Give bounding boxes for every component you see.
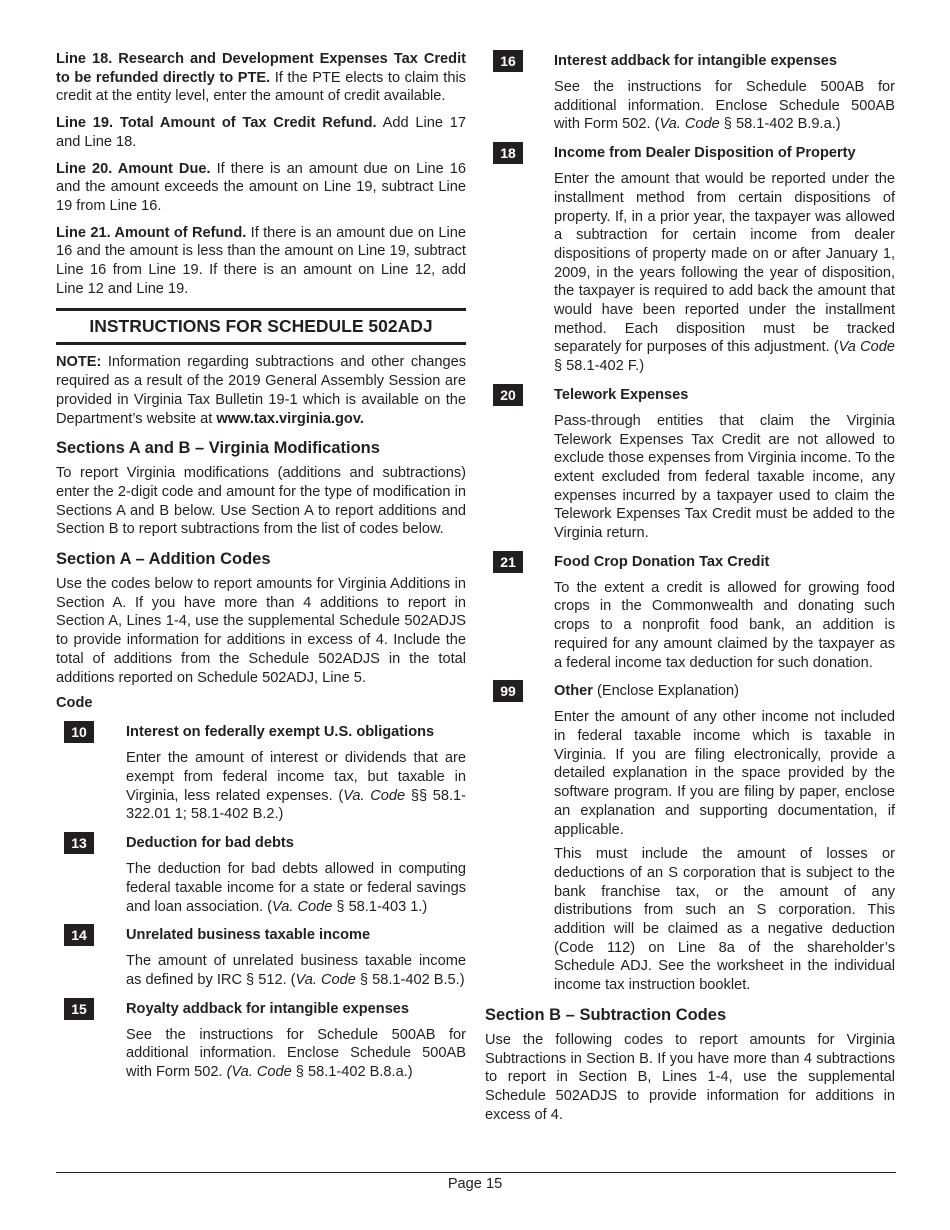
footer-rule — [56, 1172, 896, 1173]
code-description: To the extent a credit is allowed for growing food crops in the Commonwealth and donating such crops to a nonprofit food bank, an addition is required for any amount claimed by the taxpayer as a federal income tax deduction for such donation. — [554, 579, 895, 671]
code-title: Income from Dealer Disposition of Property — [554, 145, 856, 162]
code-item — [485, 384, 895, 543]
code-badge: 21 — [493, 551, 523, 573]
code-description: Enter the amount of interest or dividends that are exempt from federal income tax, but taxable in Virginia, less related expenses. (Va. Code §§ 58.1-322.01 1; 58.1-402 B.2.) — [126, 750, 467, 823]
code-item — [56, 721, 466, 824]
section-a-body: Use the codes below to report amounts for Virginia Additions in Section A. If you have more than 4 additions to report in Section A, Lines 1-4, use the supplemental Schedule 502ADJS to provide information for additions in excess of 4. Include the total of additions from the Schedule 502ADJS in the total additions reported on Schedule 502ADJ, Line 5. — [56, 576, 466, 686]
code-title: Food Crop Donation Tax Credit — [554, 553, 770, 570]
line18-paragraph: Line 18. Research and Development Expenses Tax Credit to be refunded directly to PTE. If the PTE elects to claim this credit at the entity level, enter the amount of credit available. — [56, 51, 466, 105]
code-title: Telework Expenses — [554, 386, 689, 403]
code-title: Other (Enclose Explanation) — [554, 683, 739, 700]
line21-paragraph: Line 21. Amount of Refund. If there is an amount due on Line 16 and the amount is less than the amount on Line 19, subtract Line 16 from Line 19. If there is an amount on Line 12, add Line 12 and Line 19. — [56, 224, 467, 297]
code-badge: 13 — [64, 832, 94, 854]
sections-ab-body: To report Virginia modifications (additions and subtractions) enter the 2-digit code and amount for the type of modification in Sections A and B below. Use Section A to report additions and Section B to report subtractions from the list of codes below. — [56, 465, 466, 538]
code-description: The deduction for bad debts allowed in computing federal taxable income for a state or federal savings and loan association. (Va. Code § 58.1-403 1.) — [126, 861, 466, 915]
code-badge: 18 — [493, 142, 523, 164]
code-badge: 99 — [493, 680, 523, 702]
code-badge: 16 — [493, 50, 523, 72]
code-title: Unrelated business taxable income — [126, 927, 371, 944]
schedule-title: INSTRUCTIONS FOR SCHEDULE 502ADJ — [56, 308, 466, 345]
section-a-heading: Section A – Addition Codes — [56, 550, 271, 569]
code-badge: 20 — [493, 384, 523, 406]
code-badge: 15 — [64, 998, 94, 1020]
code-description: The amount of unrelated business taxable income as defined by IRC § 512. (Va. Code § 58.1-402 B.5.) — [126, 953, 466, 988]
code-badge: 10 — [64, 721, 94, 743]
website-link[interactable]: www.tax.virginia.gov. — [216, 410, 364, 427]
code-item — [485, 50, 895, 134]
code-item — [485, 142, 895, 376]
code-item — [56, 924, 466, 989]
code-title: Interest addback for intangible expenses — [554, 53, 838, 69]
code-description: See the instructions for Schedule 500AB for additional information. Enclose Schedule 500AB with Form 502. (Va. Code § 58.1-402 B.9.a.) — [554, 79, 895, 133]
code-description: Enter the amount that would be reported under the installment method from certain dispositions of property. If, in a prior year, the taxpayer was allowed a subtraction for certain income from dealer dispositions of property made on or after January 1, 2009, in the years following the year of disposition, the taxpayer is required to add back the amount that would have been reported under the installment method. Each disposition must be tracked separately for purposes of this adjustment. (Va Code § 58.1-402 F.) — [554, 171, 895, 375]
code-title: Interest on federally exempt U.S. obligations — [126, 724, 435, 741]
code-description: This must include the amount of losses or deductions of an S corporation that is subject to the bank franchise tax, or the amount of any distributions from such an S corporation. This addition will be claimed as a negative deduction (Code 112) on Line 8a of the shareholder’s Schedule ADJ. See the worksheet in the individual income tax instruction booklet. — [554, 846, 895, 994]
code-description: Enter the amount of any other income not included in federal taxable income which is taxable in Virginia. If you are filing electronically, provide a detailed explanation in the space provided by the software program. If you are filing by paper, enclose an explanation and supporting documentation, if applicable. — [554, 709, 895, 838]
code-item — [56, 832, 466, 916]
code-description: See the instructions for Schedule 500AB for additional information. Enclose Schedule 500AB with Form 502. (Va. Code § 58.1-402 B.8.a.) — [126, 1026, 466, 1081]
code-title: Deduction for bad debts — [126, 835, 294, 852]
line20-paragraph: Line 20. Amount Due. If there is an amount due on Line 16 and the amount exceeds the amount on Line 19, subtract Line 19 from Line 16. — [56, 160, 466, 214]
line19-paragraph: Line 19. Total Amount of Tax Credit Refund. Add Line 17 and Line 18. — [56, 115, 466, 150]
code-item — [56, 998, 466, 1082]
section-b-body: Use the following codes to report amounts for Virginia Subtractions in Section B. If you have more than 4 subtractions to report in Section B, Lines 1-4, use the supplemental Schedule 502ADJS to provide information for additions in excess of 4. — [485, 1031, 895, 1123]
note-paragraph: NOTE: Information regarding subtractions and other changes required as a result of the 2019 General Assembly Session are provided in Virginia Tax Bulletin 19-1 which is available on the Department’s website at www.tax.virginia.gov. — [56, 354, 466, 427]
right-column — [485, 50, 895, 1132]
code-item — [485, 551, 895, 673]
code-description: Pass-through entities that claim the Virginia Telework Expenses Tax Credit are not allowed to exclude those expenses from Virginia income. To the extent excluded from federal taxable income, any expenses incurred by a taxpayer used to claim the Telework Expenses Tax Credit must be added to the Virginia return. — [554, 412, 895, 542]
code-badge: 14 — [64, 924, 94, 946]
section-b-heading: Section B – Subtraction Codes — [485, 1005, 727, 1024]
left-column — [56, 50, 466, 1090]
code-item-other — [485, 680, 895, 995]
code-label: Code — [56, 695, 93, 712]
code-title: Royalty addback for intangible expenses — [126, 1000, 410, 1017]
sections-ab-heading: Sections A and B – Virginia Modifications — [56, 439, 380, 458]
page-number: Page 15 — [447, 1176, 503, 1192]
